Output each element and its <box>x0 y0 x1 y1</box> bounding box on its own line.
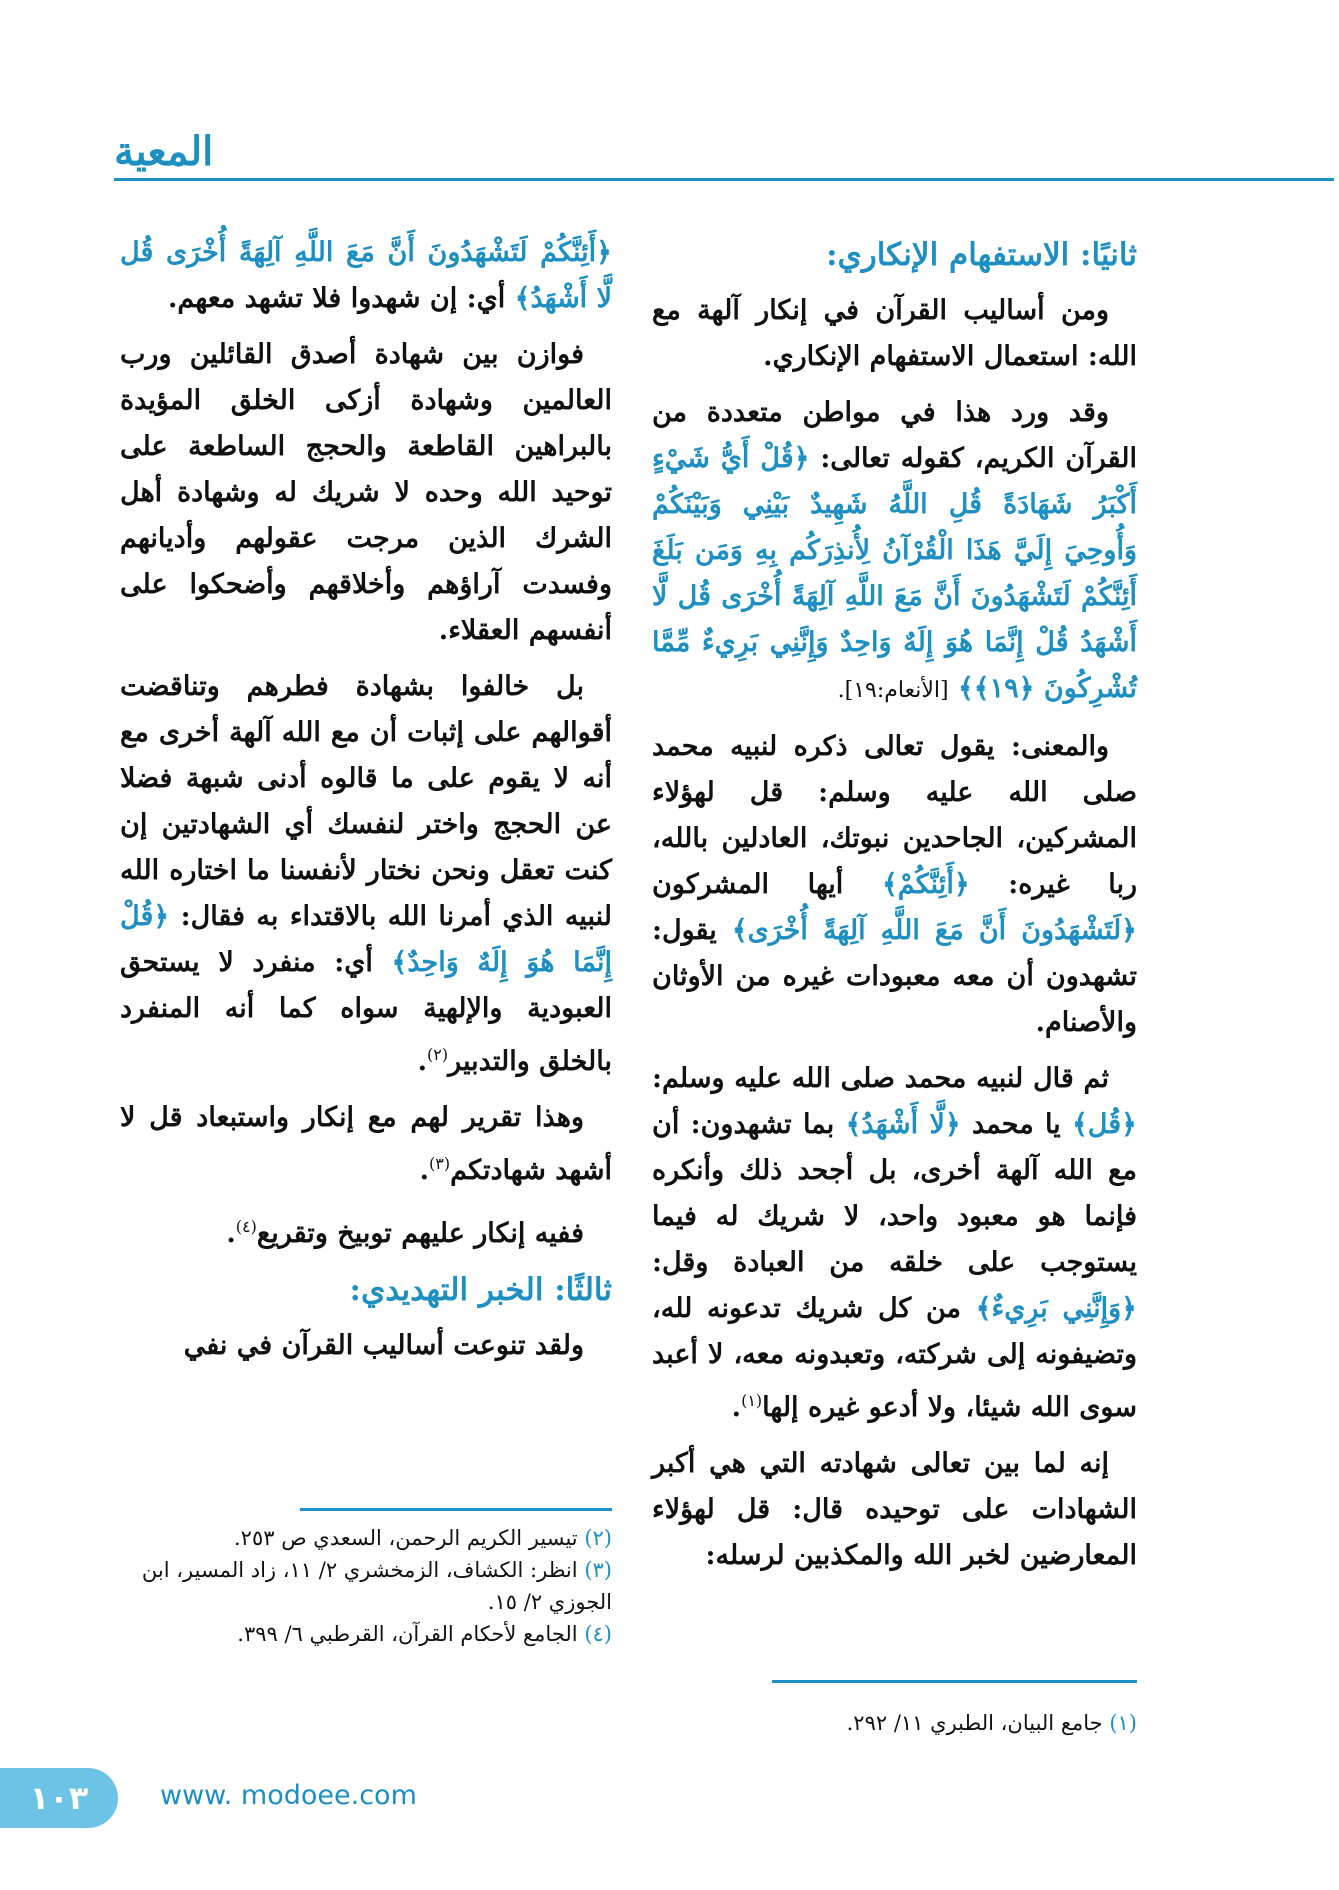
quran-verse: ﴿أَئِنَّكُمْ﴾ <box>881 869 970 900</box>
quran-verse: ﴿قُلْ أَيُّ شَيْءٍ أَكْبَرُ شَهَادَةً قُلِ اللَّهُ شَهِيدٌ بَيْنِي وَبَيْنَكُمْ وَأُوحِيَ إِلَيَّ هَذَا الْقُرْآنُ لِأُنذِرَكُم بِهِ وَمَن بَلَغَ أَئِنَّكُمْ لَتَشْهَدُونَ أَنَّ مَعَ اللَّهِ آلِهَةً أُخْرَى قُل لَّا أَشْهَدُ قُلْ إِنَّمَا هُوَ إِلَهٌ وَاحِدٌ وَإِنَّنِي بَرِيءٌ مِّمَّا تُشْرِكُونَ ﴿١٩﴾﴾ <box>652 443 1137 704</box>
paragraph-text: أي: منفرد لا يستحق العبودية والإلهية سواه كما أنه المنفرد بالخلق والتدبير <box>120 947 612 1077</box>
header-rule <box>114 178 1334 181</box>
paragraph: إنه لما بين تعالى شهادته التي هي أكبر الشهادات على توحيده قال: قل لهؤلاء المعارضين لخبر الله والمكذبين لرسله: <box>652 1448 1137 1571</box>
footnote <box>120 1522 612 1554</box>
paragraph: وهذا تقرير لهم مع إنكار واستبعاد قل لا أشهد شهادتكم$^{(٣)}$. <box>120 1102 612 1186</box>
paragraph-text: ثم قال لنبيه محمد صلى الله عليه وسلم: <box>652 1063 1109 1094</box>
paragraph-text: أي: إن شهدوا فلا تشهد معهم. <box>167 283 506 314</box>
quran-verse: ﴿قُل﴾ <box>1071 1109 1137 1140</box>
footnotes-right <box>652 1707 1137 1739</box>
verse-reference: [الأنعام:١٩]. <box>837 678 949 703</box>
paragraph-text: يقول: تشهدون أن معه معبودات غيره من الأوثان والأصنام. <box>652 915 1137 1038</box>
quran-verse: ﴿لَتَشْهَدُونَ أَنَّ مَعَ اللَّهِ آلِهَةً أُخْرَى﴾ <box>731 915 1137 946</box>
footnote-text: جامع البيان، الطبري ١١/ ٢٩٢. <box>846 1711 1103 1735</box>
paragraph-text: بل خالفوا بشهادة فطرهم وتناقضت أقوالهم على إثبات أن مع الله آلهة أخرى مع أنه لا يقوم على ما قالوه أدنى شبهة فضلا عن الحجج واختر لنفسك أي الشهادتين إن كنت تعقل ونحن نختار لأنفسنا ما اختاره الله لنبيه الذي أمرنا الله بالاقتداء به فقال: <box>120 671 612 932</box>
footnote-text: انظر: الكشاف، الزمخشري ٢/ ١١، زاد المسير، ابن الجوزي ٢/ ١٥. <box>141 1558 612 1614</box>
paragraph-text: والمعنى: يقول تعالى ذكره لنبيه محمد صلى الله عليه وسلم: قل لهؤلاء المشركين، الجاحدين نبوتك، العادلين بالله، ربا غيره: <box>652 731 1137 900</box>
footnote <box>120 1554 612 1618</box>
paragraph-text: يا محمد <box>971 1109 1061 1140</box>
paragraph-text: وقد ورد هذا في مواطن متعددة من القرآن الكريم، كقوله تعالى: <box>652 397 1138 474</box>
footnote-rule <box>300 1508 612 1511</box>
paragraph <box>120 230 612 322</box>
footnote-text: تيسير الكريم الرحمن، السعدي ص ٢٥٣. <box>233 1526 578 1550</box>
section-heading-2: ثانيًا: الاستفهام الإنكاري: <box>826 237 1137 273</box>
paragraph-text: من كل شريك تدعونه لله، وتضيفونه إلى شركته، وتعبدونه معه، لا أعبد سوى الله شيئا، ولا أدعو غيره إلها <box>652 1293 1137 1423</box>
paragraph-text: وهذا تقرير لهم مع إنكار واستبعاد قل لا أشهد شهادتكم <box>120 1102 612 1186</box>
footnote-number: (٤) <box>584 1622 612 1646</box>
left-column <box>120 230 612 1379</box>
paragraph: فوازن بين شهادة أصدق القائلين ورب العالمين وشهادة أزكى الخلق المؤيدة بالبراهين القاطعة والحجج الساطعة على توحيد الله وحده لا شريك له وشهادة أهل الشرك الذين مرجت عقولهم وأديانهم وفسدت آراؤهم وأخلاقهم وأضحكوا على أنفسهم العقلاء. <box>120 339 612 646</box>
quran-verse: ﴿وَإِنَّنِي بَرِيءٌ﴾ <box>975 1293 1137 1324</box>
paragraph: ففيه إنكار عليهم توبيخ وتقريع$^{(٤)}$. <box>226 1217 584 1249</box>
footnote-number: (٢) <box>584 1526 612 1550</box>
paragraph: ثم قال لنبيه محمد صلى الله عليه وسلم: ﴿قُل﴾ يا محمد ﴿لَّا أَشْهَدُ﴾ بما تشهدون: أن مع الله آلهة أخرى، بل أجحد ذلك وأنكره فإنما هو معبود واحد، لا شريك له فيما يستوجب على خلقه من العبادة وقل: ﴿وَإِنَّنِي بَرِيءٌ﴾ من كل شريك تدعونه لله، وتضيفونه إلى شركته، وتعبدونه معه، لا أعبد سوى الله شيئا، ولا أدعو غيره إلها$^{(١)}$. <box>652 1063 1137 1423</box>
quran-verse: ﴿قُلْ إِنَّمَا هُوَ إِلَهٌ وَاحِدٌ﴾ <box>120 901 612 978</box>
footnote-text: الجامع لأحكام القرآن، القرطبي ٦/ ٣٩٩. <box>237 1622 578 1646</box>
quran-verse: ﴿لَّا أَشْهَدُ﴾ <box>845 1109 961 1140</box>
paragraph <box>652 724 1137 1046</box>
paragraph-text: ففيه إنكار عليهم توبيخ وتقريع <box>256 1218 584 1249</box>
footnote <box>652 1707 1137 1739</box>
footnote-marker[interactable]: (٤) <box>235 1217 257 1236</box>
running-header-title: المعية <box>114 128 214 175</box>
section-heading-3: ثالثًا: الخبر التهديدي: <box>349 1272 612 1308</box>
quran-verse: ﴿أَئِنَّكُمْ لَتَشْهَدُونَ أَنَّ مَعَ اللَّهِ آلِهَةً أُخْرَى قُل لَّا أَشْهَدُ﴾ <box>120 237 612 314</box>
right-column <box>652 232 1137 1589</box>
footnote-marker[interactable]: (٣) <box>429 1154 451 1173</box>
footnote-marker[interactable]: (١) <box>741 1391 763 1410</box>
paragraph <box>652 390 1137 714</box>
page-number: ١٠٣ <box>0 1768 118 1828</box>
footnote-number: (١) <box>1109 1711 1137 1735</box>
footnotes-left <box>120 1522 612 1650</box>
paragraph-text: أيها المشركون <box>652 869 844 900</box>
footnote-marker[interactable]: (٢) <box>427 1045 449 1064</box>
footnote-number: (٣) <box>584 1558 612 1582</box>
footnote <box>120 1618 612 1650</box>
paragraph: ولقد تنوعت أساليب القرآن في نفي <box>183 1330 584 1361</box>
paragraph: بل خالفوا بشهادة فطرهم وتناقضت أقوالهم على إثبات أن مع الله آلهة أخرى مع أنه لا يقوم على ما قالوه أدنى شبهة فضلا عن الحجج واختر لنفسك أي الشهادتين إن كنت تعقل ونحن نختار لأنفسنا ما اختاره الله لنبيه الذي أمرنا الله بالاقتداء به فقال: ﴿قُلْ إِنَّمَا هُوَ إِلَهٌ وَاحِدٌ﴾ أي: منفرد لا يستحق العبودية والإلهية سواه كما أنه المنفرد بالخلق والتدبير$^{(٢)}$. <box>120 671 612 1077</box>
footnote-rule <box>772 1680 1137 1683</box>
website-link[interactable]: www. modoee.com <box>160 1780 417 1811</box>
paragraph-text: بما تشهدون: أن مع الله آلهة أخرى، بل أجحد ذلك وأنكره فإنما هو معبود واحد، لا شريك له فيما يستوجب على خلقه من العبادة وقل: <box>652 1109 1137 1278</box>
paragraph: ومن أساليب القرآن في إنكار آلهة مع الله: استعمال الاستفهام الإنكاري. <box>652 295 1137 372</box>
